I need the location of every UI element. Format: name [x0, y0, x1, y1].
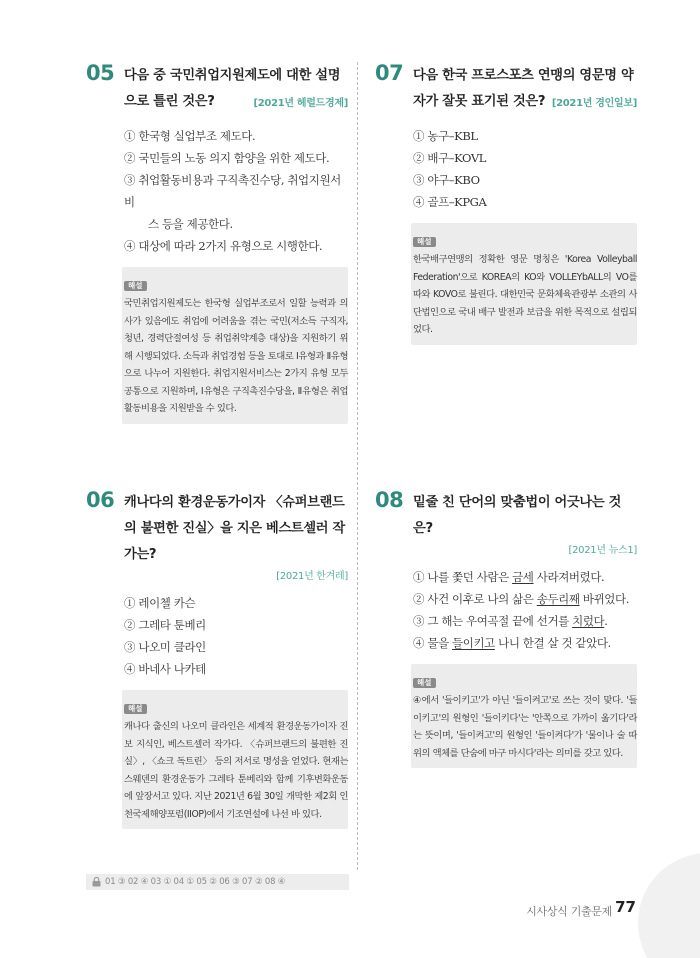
corner-decoration [638, 853, 700, 958]
options-list [375, 566, 637, 654]
options-list [375, 125, 637, 213]
question-number: 07 [375, 61, 404, 85]
explanation-label: 해설 [413, 237, 436, 247]
option-3: ③ 취업활동비용과 구직촉진수당, 취업지원서비 스 등을 제공한다. [124, 169, 348, 235]
options-list [86, 592, 348, 680]
page-number: 77 [615, 898, 636, 916]
question-05 [86, 63, 348, 424]
question-08 [375, 490, 637, 768]
question-text: 다음 중 국민취업지원제도에 대한 설명으로 틀린 것은? [2021년 헤럴드경제] [124, 63, 348, 115]
option-2: ② 그레타 툰베리 [124, 618, 206, 632]
explanation-label: 해설 [413, 678, 436, 688]
explanation-label: 해설 [124, 704, 147, 714]
question-06 [86, 490, 348, 829]
explanation-text: 국민취업지원제도는 한국형 실업부조로서 일할 능력과 의사가 있음에도 취업에 어려움을 겪는 국민(저소득 구직자, 청년, 경력단절여성 등 취업취약계층 대상)을 지원하기 위해 시행되었다. 소득과 취업경험 등을 토대로 Ⅰ유형과 Ⅱ유형으로 나누어 지원한다. 취업지원서비스는 2가지 유형 모두 공통으로 지원하며, Ⅰ유형은 구직촉진수당을, Ⅱ유형은 취업활동비용을 지원받을 수 있다. [124, 298, 348, 414]
option-2: ② 사건 이후로 나의 삶은 송두리째 바뀌었다. [413, 592, 629, 606]
options-list [86, 125, 348, 257]
option-3: ③ 그 해는 우여곡절 끝에 선거를 치렀다. [413, 614, 608, 628]
option-2: ② 배구–KOVL [413, 151, 486, 165]
underlined-word: 송두리째 [536, 592, 580, 606]
question-text: 캐나다의 환경운동가이자 〈슈퍼브랜드의 불편한 진실〉을 지은 베스트셀러 작가는? [124, 495, 345, 562]
question-source: [2021년 뉴스1] [568, 545, 637, 556]
answer-key-text: 01 ③ 02 ④ 03 ① 04 ① 05 ② 06 ③ 07 ② 08 ④ [105, 877, 286, 887]
option-1: ① 한국형 실업부조 제도다. [124, 129, 256, 143]
explanation-box [411, 223, 637, 345]
question-header [375, 490, 637, 560]
option-1: ① 농구–KBL [413, 129, 478, 143]
option-2: ② 국민들의 노동 의지 함양을 위한 제도다. [124, 151, 330, 165]
explanation-text: 캐나다 출신의 나오미 클라인은 세계적 환경운동가이자 진보 지식인, 베스트셀러 작가다. 〈슈퍼브랜드의 불편한 진실〉, 〈쇼크 독트린〉 등의 저서로 명성을 얻었다. 현재는 스웨덴의 환경운동가 그레타 툰베리와 함께 기후변화운동에 앞장서고 있다. 지난 2021년 6월 30일 개막한 제2회 인천국제해양포럼(IIOP)에서 기조연설에 나선 바 있다. [124, 721, 348, 820]
option-3-continued: 스 등을 제공한다. [148, 217, 233, 231]
question-source: [2021년 한겨레] [276, 571, 348, 582]
question-number: 05 [86, 61, 115, 85]
option-1: ① 레이첼 카슨 [124, 596, 196, 610]
lock-icon [92, 877, 101, 887]
question-header [375, 63, 637, 115]
underlined-word: 금세 [512, 570, 534, 584]
question-number: 06 [86, 488, 115, 512]
explanation-label: 해설 [124, 281, 147, 291]
option-4: ④ 물을 들이키고 나니 한결 살 것 같았다. [413, 636, 611, 650]
question-07 [375, 63, 637, 345]
question-header [86, 490, 348, 586]
option-1: ① 나를 쫓던 사람은 금세 사라져버렸다. [413, 570, 605, 584]
question-text: 밑줄 친 단어의 맞춤법이 어긋나는 것은? [413, 495, 622, 536]
explanation-box [122, 690, 348, 829]
option-4: ④ 바네사 나카테 [124, 662, 206, 676]
question-source: [2021년 경인일보] [551, 98, 637, 109]
option-4: ④ 대상에 따라 2가지 유형으로 시행한다. [124, 239, 323, 253]
question-number: 08 [375, 488, 404, 512]
footer-section-label: 시사상식 기출문제 [526, 905, 612, 918]
question-source: [2021년 헤럴드경제] [253, 98, 348, 109]
underlined-word: 들이키고 [452, 636, 495, 650]
option-4: ④ 골프–KPGA [413, 195, 487, 209]
explanation-text: 한국배구연맹의 정확한 영문 명칭은 'Korea Volleyball Federation'으로 KOREA의 KO와 VOLLEYbALL의 VO를 따와 KOVO로 불린다. 대한민국 문화체육관광부 소관의 사단법인으로 국내 배구 발전과 보급을 위한 목적으로 설립되었다. [413, 254, 637, 335]
column-divider [357, 62, 358, 870]
answer-key-bar [86, 874, 349, 890]
explanation-box [411, 664, 637, 768]
underlined-word: 치렀다 [572, 614, 605, 628]
explanation-text: ④에서 '들이키고'가 아닌 '들이켜고'로 쓰는 것이 맞다. '들이키고'의 원형인 '들이키다'는 '안쪽으로 가까이 옮기다'라는 뜻이며, '들이켜고'의 원형인 '들이켜다'가 '물이나 술 따위의 액체를 단숨에 마구 마시다'라는 의미를 갖고 있다. [413, 695, 637, 759]
option-3: ③ 야구–KBO [413, 173, 480, 187]
question-header [86, 63, 348, 115]
explanation-box [122, 267, 348, 424]
option-3: ③ 나오미 클라인 [124, 640, 206, 654]
question-text: 다음 한국 프로스포츠 연맹의 영문명 약자가 잘못 표기된 것은? [2021년 경인일보] [413, 63, 637, 115]
